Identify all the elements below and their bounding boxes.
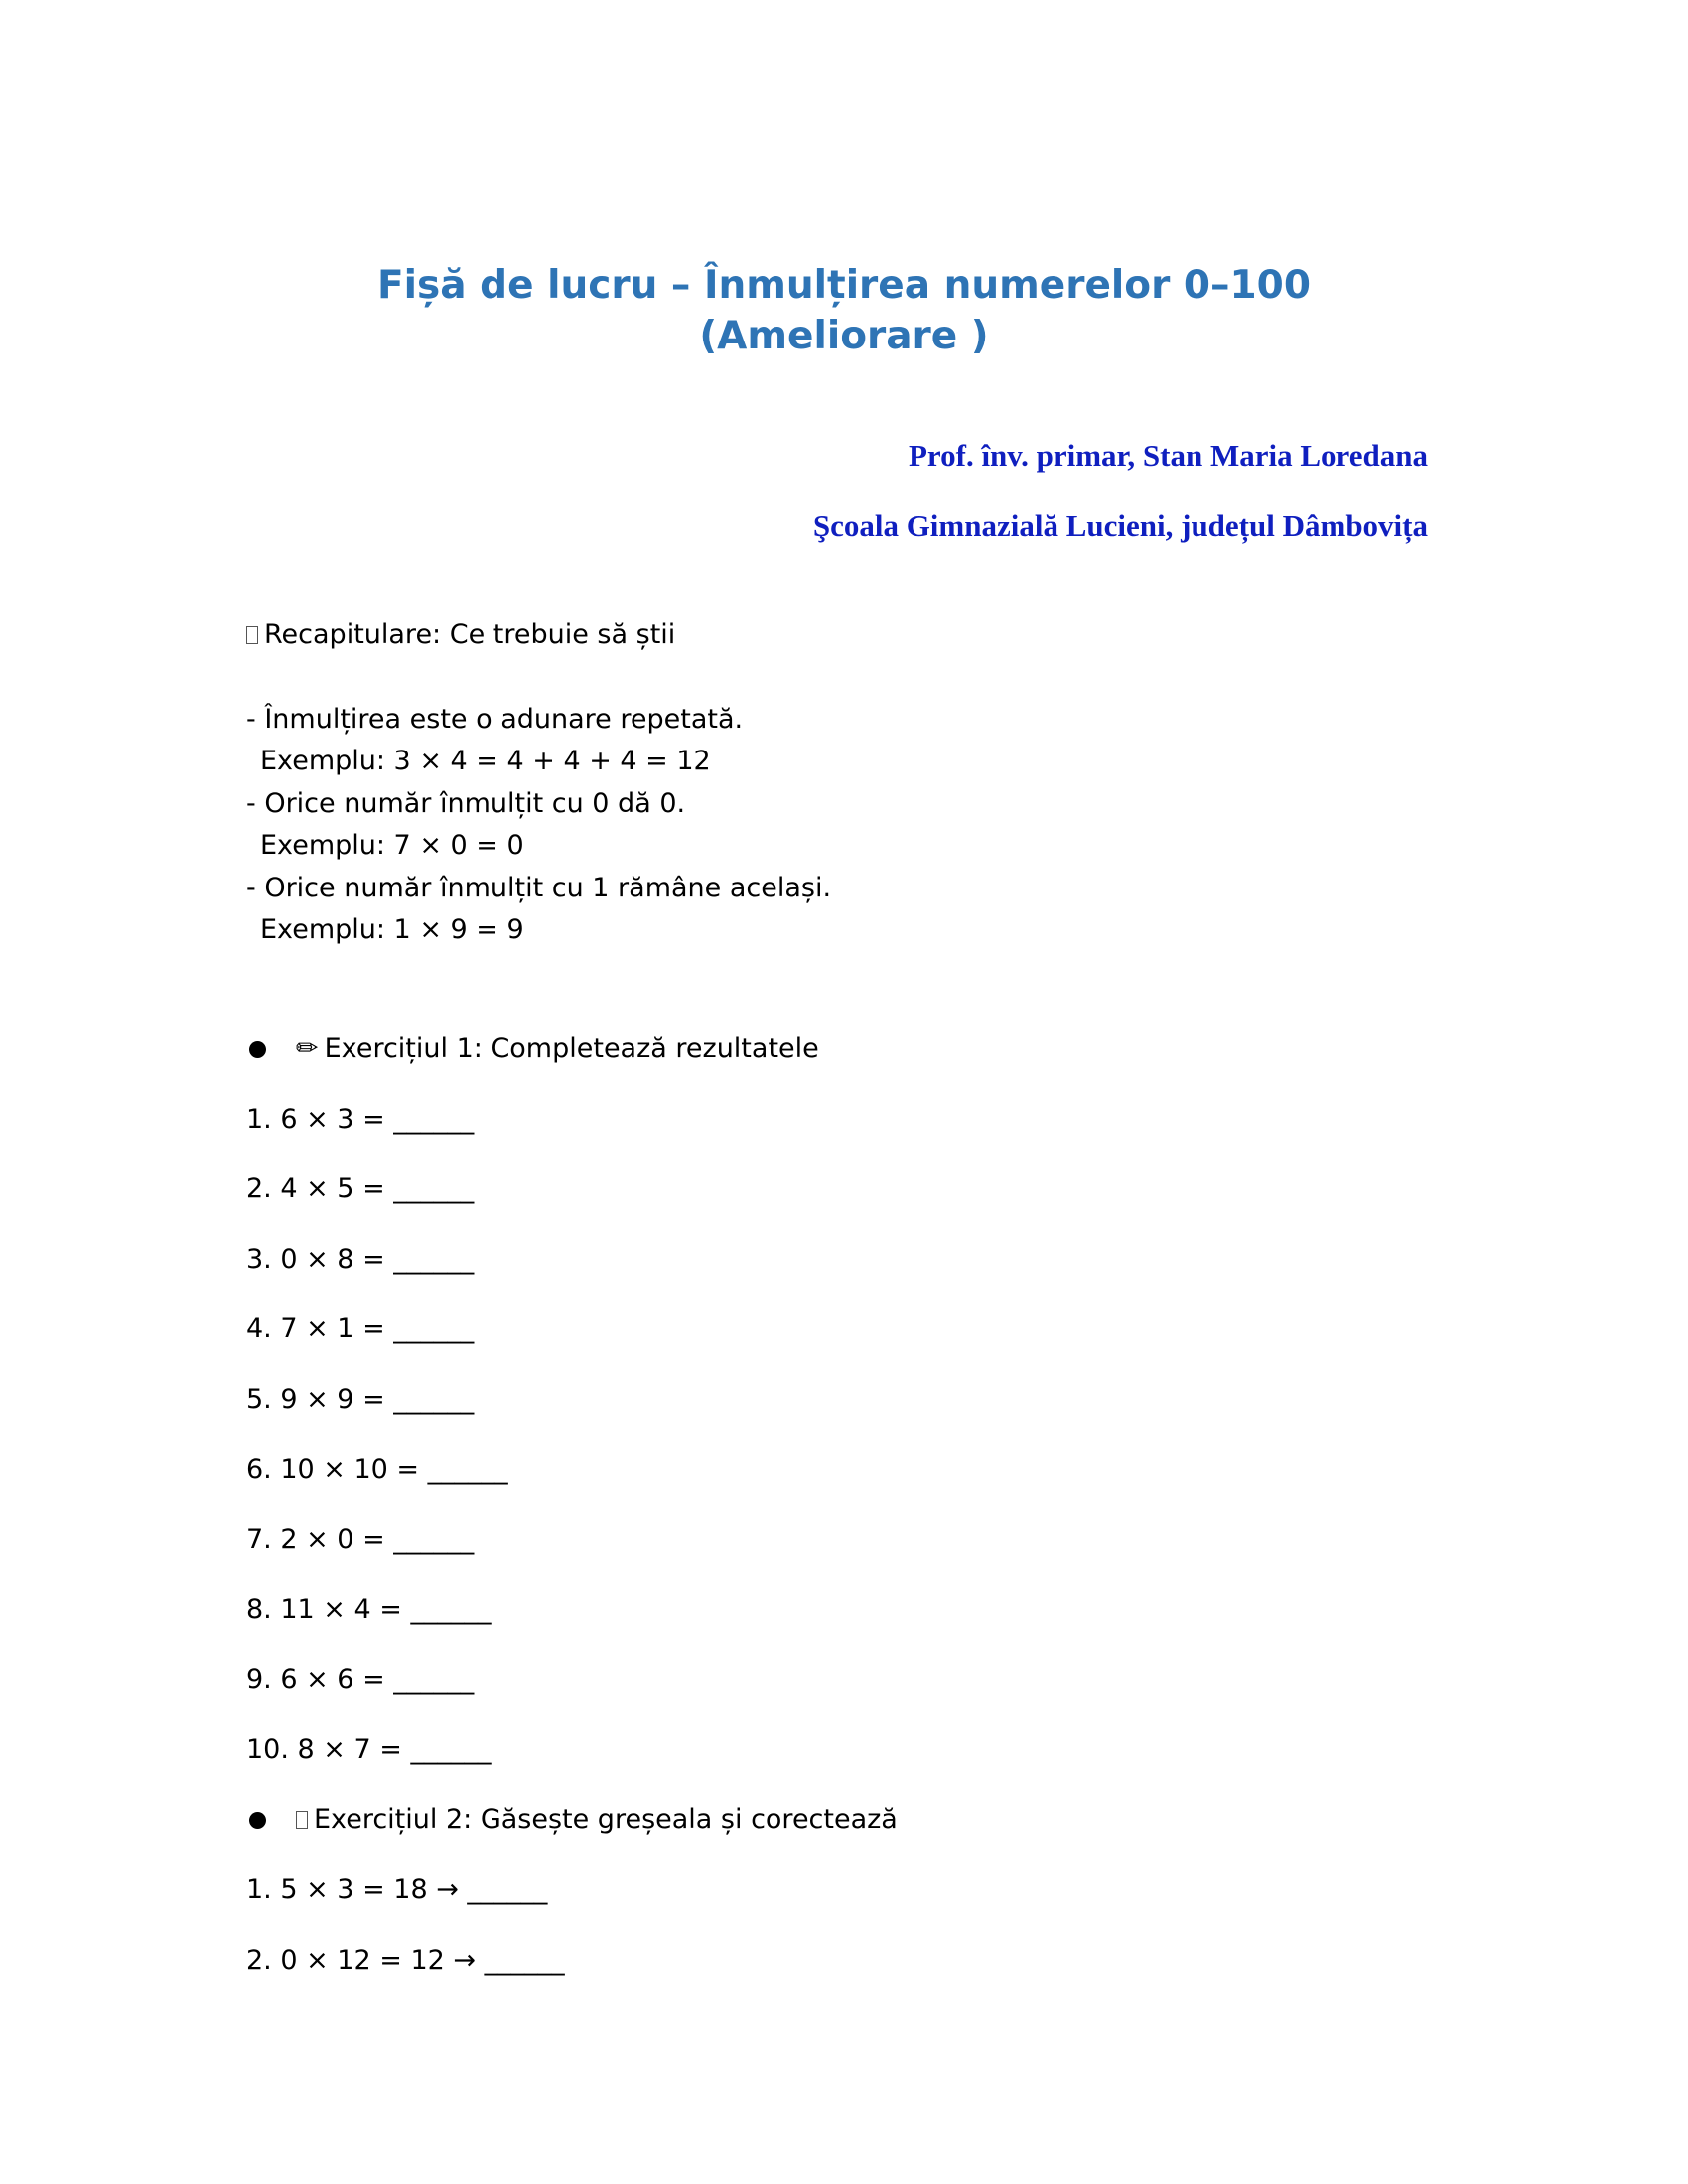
recap-heading: Recapitulare: Ce trebuie să știi	[264, 619, 676, 650]
exercise1-item: 3. 0 × 8 = ______	[246, 1244, 475, 1275]
exercise1-item: 4. 7 × 1 = ______	[246, 1313, 475, 1344]
recap-example: Exemplu: 7 × 0 = 0	[260, 830, 524, 861]
exercise1-item: 7. 2 × 0 = ______	[246, 1524, 475, 1555]
bullet-icon	[249, 1812, 266, 1829]
missing-glyph-icon	[296, 1811, 308, 1829]
school-name: Şcoala Gimnazială Lucieni, județul Dâmbovița	[812, 508, 1428, 543]
missing-glyph-icon	[246, 626, 258, 644]
worksheet-subtitle: (Ameliorare )	[699, 314, 989, 358]
exercise2-item: 1. 5 × 3 = 18 → ______	[246, 1874, 548, 1905]
exercise1-item: 6. 10 × 10 = ______	[246, 1454, 508, 1485]
bullet-icon	[249, 1041, 266, 1058]
exercise1-heading: Exercițiul 1: Completează rezultatele	[324, 1033, 819, 1064]
pencil-icon: ✏	[296, 1033, 319, 1064]
author-name: Prof. înv. primar, Stan Maria Loredana	[908, 438, 1428, 473]
exercise1-item: 2. 4 × 5 = ______	[246, 1173, 475, 1204]
exercise2-item: 2. 0 × 12 = 12 → ______	[246, 1945, 565, 1976]
recap-example: Exemplu: 1 × 9 = 9	[260, 914, 524, 945]
exercise1-heading-row	[296, 1031, 819, 1067]
recap-line: - Orice număr înmulțit cu 1 rămâne același.	[246, 873, 832, 903]
recap-heading-row	[246, 617, 675, 653]
recap-line: - Înmulțirea este o adunare repetată.	[246, 704, 744, 735]
exercise1-item: 9. 6 × 6 = ______	[246, 1664, 475, 1695]
worksheet-title: Fișă de lucru – Înmulțirea numerelor 0–100	[377, 263, 1311, 308]
exercise2-heading: Exercițiul 2: Găsește greșeala și corectează	[314, 1804, 898, 1835]
recap-line: - Orice număr înmulțit cu 0 dă 0.	[246, 788, 686, 819]
recap-example: Exemplu: 3 × 4 = 4 + 4 + 4 = 12	[260, 746, 711, 776]
exercise1-item: 8. 11 × 4 = ______	[246, 1594, 492, 1625]
exercise1-item: 5. 9 × 9 = ______	[246, 1384, 475, 1415]
exercise1-item: 1. 6 × 3 = ______	[246, 1104, 475, 1135]
exercise1-item: 10. 8 × 7 = ______	[246, 1734, 492, 1765]
exercise2-heading-row	[296, 1802, 898, 1838]
